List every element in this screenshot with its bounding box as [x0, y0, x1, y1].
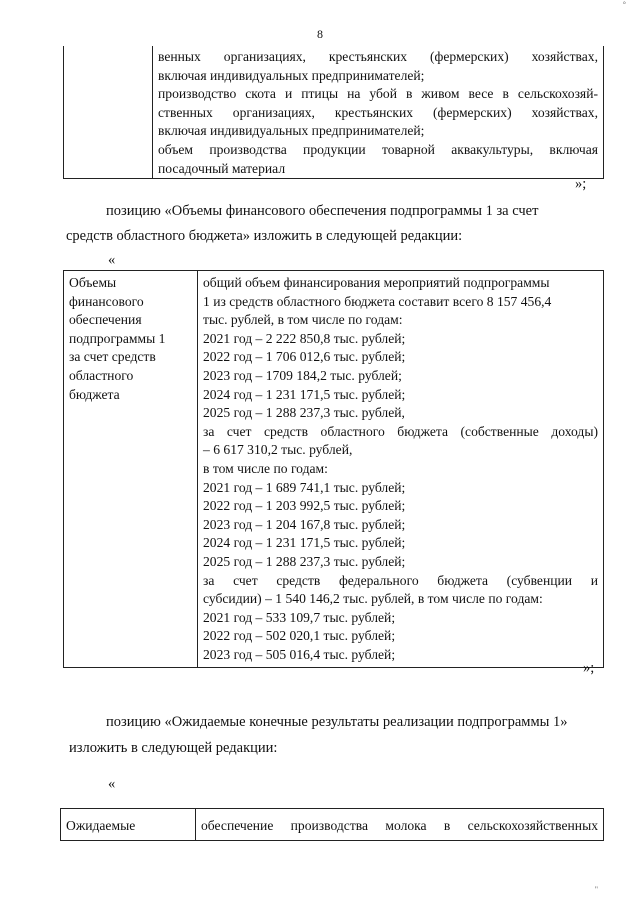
financing-table	[63, 270, 604, 668]
table2-right-line: 2021 год – 533 109,7 тыс. рублей;	[203, 609, 396, 625]
table2-right-line: субсидии) – 1 540 146,2 тыс. рублей, в том числе по годам:	[203, 591, 543, 607]
table1-line: венных организациях, крестьянских (фермерских) хозяйствах,	[158, 49, 598, 64]
table2-right-line: 1 из средств областного бюджета составит всего 8 157 456,4	[203, 293, 552, 309]
table2-left-line: за счет средств	[69, 349, 156, 365]
table1-line: объем производства продукции товарной аквакультуры, включая	[158, 141, 598, 157]
table1-right-cell	[153, 46, 604, 179]
table2-left-line: Объемы	[69, 275, 117, 290]
table2-right-line: 2022 год – 502 020,1 тыс. рублей;	[203, 628, 396, 644]
table2-right-line: 2021 год – 2 222 850,8 тыс. рублей;	[203, 330, 406, 346]
corner-mark-bottom: "	[594, 885, 598, 894]
table2-right-line: 2024 год – 1 231 171,5 тыс. рублей;	[203, 535, 406, 551]
para2-line2: изложить в следующей редакции:	[69, 740, 278, 756]
table2-right-cell	[198, 271, 604, 668]
table3-left-cell: Ожидаемые	[61, 809, 196, 841]
para2-line1: позицию «Ожидаемые конечные результаты реализации подпрограммы 1»	[106, 714, 568, 730]
table2-right-line: 2022 год – 1 706 012,6 тыс. рублей;	[203, 349, 406, 365]
table2-right-line: в том числе по годам:	[203, 460, 328, 476]
table2-right-line: тыс. рублей, в том числе по годам:	[203, 312, 403, 328]
table2-right-line: 2023 год – 1 204 167,8 тыс. рублей;	[203, 516, 406, 532]
table2-right-line: 2025 год – 1 288 237,3 тыс. рублей;	[203, 553, 406, 569]
table2-right-line: за счет средств областного бюджета (собственные доходы)	[203, 423, 598, 439]
table2-right-line: 2021 год – 1 689 741,1 тыс. рублей;	[203, 479, 406, 495]
table2-right-line: за счет средств федерального бюджета (субвенции и	[203, 572, 598, 588]
table1-line: включая индивидуальных предпринимателей;	[158, 67, 425, 83]
table2-right-line: 2022 год – 1 203 992,5 тыс. рублей;	[203, 498, 406, 514]
table2-right-line: общий объем финансирования мероприятий подпрограммы	[203, 275, 550, 290]
table1-line: посадочный материал	[158, 160, 286, 176]
table2-right-line: – 6 617 310,2 тыс. рублей,	[203, 442, 353, 458]
para1-open-quote: «	[108, 252, 116, 268]
para1-line2: средств областного бюджета» изложить в следующей редакции:	[66, 228, 463, 244]
table2-left-line: областного	[69, 367, 134, 383]
table2-left-cell	[64, 271, 198, 668]
table1-left-cell	[64, 46, 153, 179]
page-number: 8	[317, 27, 323, 41]
results-table	[60, 808, 604, 841]
table2-right-line: 2024 год – 1 231 171,5 тыс. рублей;	[203, 386, 406, 402]
table2-left-line: бюджета	[69, 386, 120, 402]
continuation-table	[63, 46, 604, 179]
para1-line1: позицию «Объемы финансового обеспечения подпрограммы 1 за счет	[106, 203, 539, 219]
table1-line: производство скота и птицы на убой в живом весе в сельскохозяй-	[158, 86, 598, 102]
table1-close-quote: »;	[575, 176, 587, 192]
table2-right-line: 2023 год – 1709 184,2 тыс. рублей;	[203, 367, 402, 383]
table3-right-cell	[196, 809, 604, 841]
table2-left-line: подпрограммы 1	[69, 330, 166, 346]
table2-right-line: 2023 год – 505 016,4 тыс. рублей;	[203, 646, 396, 662]
table3-right-line: обеспечение производства молока в сельскохозяйственных	[201, 818, 598, 833]
table1-line: ственных организациях, крестьянских (фермерских) хозяйствах,	[158, 104, 598, 120]
table2-left-line: финансового	[69, 293, 144, 309]
para2-open-quote: «	[108, 776, 116, 792]
table2-left-line: обеспечения	[69, 312, 142, 328]
table2-right-line: 2025 год – 1 288 237,3 тыс. рублей,	[203, 405, 405, 421]
table2-close-quote: »;	[583, 660, 595, 676]
table1-line: включая индивидуальных предпринимателей;	[158, 123, 425, 139]
corner-mark-top: °	[622, 0, 626, 9]
